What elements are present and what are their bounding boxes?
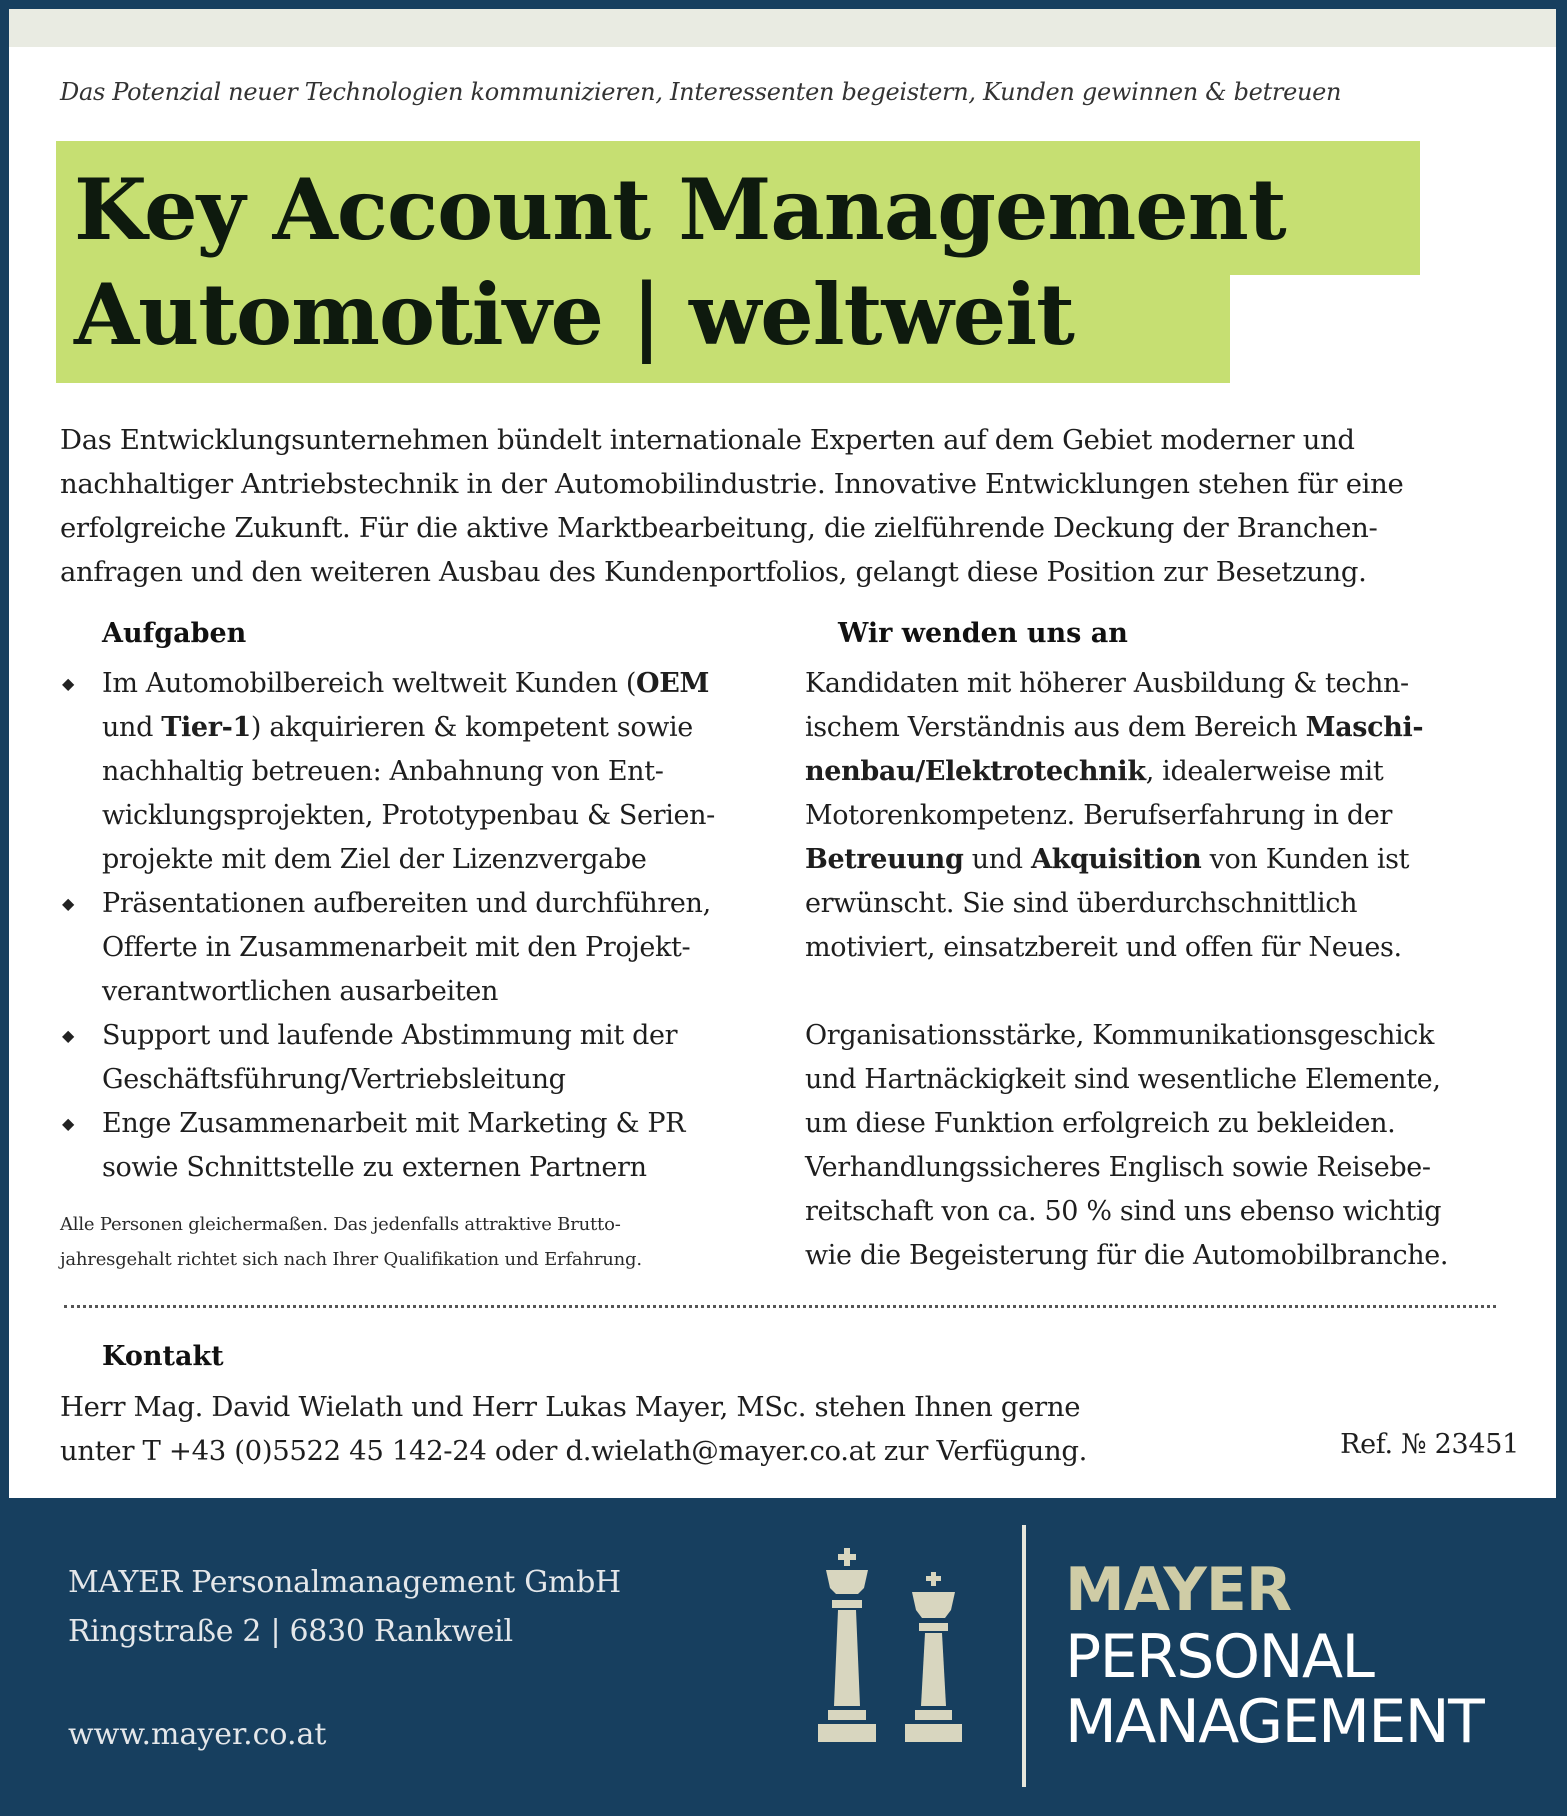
task-item bbox=[60, 662, 780, 882]
requirement-line: erwünscht. Sie sind überdurchschnittlich bbox=[805, 888, 1358, 919]
requirement-line: motiviert, einsatzbereit und offen für Neues. bbox=[805, 932, 1402, 963]
dotted-divider bbox=[64, 1305, 1496, 1308]
aufgaben-heading: Aufgaben bbox=[102, 618, 247, 649]
diamond-bullet-icon: ◆ bbox=[62, 894, 74, 913]
task-line: Offerte in Zusammenarbeit mit den Projekt- bbox=[102, 932, 691, 963]
task-line: Enge Zusammenarbeit mit Marketing & PR bbox=[102, 1108, 686, 1139]
task-line: und Tier-1) akquirieren & kompetent sowie bbox=[102, 712, 693, 743]
company-address bbox=[68, 1558, 621, 1656]
top-strip bbox=[9, 9, 1556, 47]
task-line: nachhaltig betreuen: Anbahnung von Ent- bbox=[102, 756, 664, 787]
requirement-line: reitschaft von ca. 50 % sind uns ebenso wichtig bbox=[805, 1196, 1442, 1227]
job-title-line-2: Automotive | weltweit bbox=[74, 265, 1074, 364]
task-list bbox=[60, 662, 780, 1190]
street-address: Ringstraße 2 | 6830 Rankweil bbox=[68, 1614, 513, 1649]
intro-line: erfolgreiche Zukunft. Für die aktive Marktbearbeitung, die zielführende Deckung der Branchen- bbox=[60, 512, 1378, 544]
highlight-oem: OEM bbox=[636, 668, 709, 699]
job-title-line-1: Key Account Management bbox=[74, 160, 1286, 259]
task-line: Präsentationen aufbereiten und durchführen, bbox=[102, 888, 711, 919]
logo-divider bbox=[1022, 1525, 1026, 1787]
intro-line: anfragen und den weiteren Ausbau des Kundenportfolios, gelangt diese Position zur Besetzung. bbox=[60, 556, 1367, 588]
diamond-bullet-icon: ◆ bbox=[62, 674, 74, 693]
intro-paragraph bbox=[60, 418, 1520, 594]
contact-text bbox=[60, 1385, 1260, 1473]
brand-personal: PERSONAL bbox=[1065, 1622, 1374, 1692]
salary-note-line: jahresgehalt richtet sich nach Ihrer Qualifikation und Erfahrung. bbox=[60, 1249, 642, 1270]
task-line: Im Automobilbereich weltweit Kunden (OEM bbox=[102, 668, 709, 699]
task-line: Support und laufende Abstimmung mit der bbox=[102, 1020, 678, 1051]
requirement-line: nenbau/Elektrotechnik, idealerweise mit bbox=[805, 756, 1384, 787]
tagline: Das Potenzial neuer Technologien kommunizieren, Interessenten begeistern, Kunden gewinnen & betreuen bbox=[60, 78, 1342, 106]
company-name: MAYER Personalmanagement GmbH bbox=[68, 1565, 621, 1600]
diamond-bullet-icon: ◆ bbox=[62, 1114, 74, 1133]
requirement-line: Organisationsstärke, Kommunikationsgeschick bbox=[805, 1020, 1435, 1051]
brand-mayer: MAYER bbox=[1065, 1555, 1292, 1625]
requirement-line: wie die Begeisterung für die Automobilbranche. bbox=[805, 1240, 1449, 1271]
wir-wenden-uns-an-heading: Wir wenden uns an bbox=[838, 618, 1128, 649]
salary-note bbox=[60, 1207, 780, 1277]
kontakt-heading: Kontakt bbox=[102, 1341, 224, 1372]
website-link[interactable]: www.mayer.co.at bbox=[68, 1717, 327, 1752]
diamond-bullet-icon: ◆ bbox=[62, 1026, 74, 1045]
highlight-tier1: Tier-1 bbox=[161, 712, 251, 743]
requirements-paragraph-1 bbox=[805, 662, 1545, 970]
intro-line: nachhaltiger Antriebstechnik in der Automobilindustrie. Innovative Entwicklungen stehen für eine bbox=[60, 468, 1404, 500]
task-line: wicklungsprojekten, Prototypenbau & Serien- bbox=[102, 800, 715, 831]
intro-line: Das Entwicklungsunternehmen bündelt internationale Experten auf dem Gebiet moderner und bbox=[60, 424, 1355, 456]
task-item bbox=[60, 882, 780, 1014]
contact-line: Herr Mag. David Wielath und Herr Lukas Mayer, MSc. stehen Ihnen gerne bbox=[60, 1391, 1081, 1423]
task-item bbox=[60, 1014, 780, 1102]
brand-management: MANAGEMENT bbox=[1065, 1687, 1484, 1757]
requirements-paragraph-2 bbox=[805, 1014, 1545, 1278]
contact-line: unter T +43 (0)5522 45 142-24 oder d.wielath@mayer.co.at zur Verfügung. bbox=[60, 1435, 1087, 1467]
requirement-line: Kandidaten mit höherer Ausbildung & techn- bbox=[805, 668, 1409, 699]
task-line: projekte mit dem Ziel der Lizenzvergabe bbox=[102, 844, 647, 875]
salary-note-line: Alle Personen gleichermaßen. Das jedenfalls attraktive Brutto- bbox=[60, 1214, 621, 1235]
requirement-line: und Hartnäckigkeit sind wesentliche Elemente, bbox=[805, 1064, 1441, 1095]
task-line: verantwortlichen ausarbeiten bbox=[102, 976, 498, 1007]
chess-king-and-queen-icon bbox=[800, 1548, 985, 1753]
task-line: sowie Schnittstelle zu externen Partnern bbox=[102, 1152, 647, 1183]
reference-number: Ref. № 23451 bbox=[1340, 1429, 1519, 1460]
task-line: Geschäftsführung/Vertriebsleitung bbox=[102, 1064, 566, 1095]
task-item bbox=[60, 1102, 780, 1190]
requirement-line: Motorenkompetenz. Berufserfahrung in der bbox=[805, 800, 1393, 831]
requirement-line: Verhandlungssicheres Englisch sowie Reisebe- bbox=[805, 1152, 1431, 1183]
requirement-line: Betreuung und Akquisition von Kunden ist bbox=[805, 844, 1410, 875]
requirement-line: ischem Verständnis aus dem Bereich Maschi- bbox=[805, 712, 1424, 743]
requirement-line: um diese Funktion erfolgreich zu bekleiden. bbox=[805, 1108, 1396, 1139]
